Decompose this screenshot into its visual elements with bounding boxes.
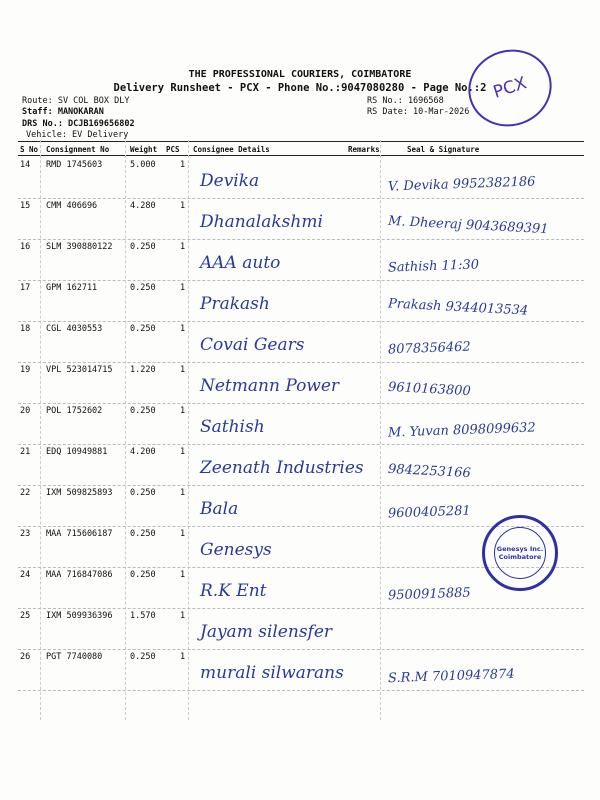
row-pcs: 1: [180, 570, 186, 580]
signature: 9610163800: [387, 379, 472, 400]
signature: 9500915885: [387, 585, 471, 604]
row-weight: 0.250: [130, 570, 156, 580]
row-weight: 4.200: [130, 447, 156, 457]
runsheet-title: Delivery Runsheet - PCX - Phone No.:9047080280 - Page No.:2: [113, 82, 487, 94]
row-weight: 0.250: [130, 529, 156, 539]
row-sno: 14: [20, 160, 31, 170]
signature: S.R.M 7010947874: [387, 666, 515, 687]
row-sno: 16: [20, 242, 31, 252]
staff-label: Staff: MANOKARAN: [22, 107, 104, 117]
rs-no-label: RS No.: 1696568: [367, 96, 444, 106]
row-pcs: 1: [180, 324, 186, 334]
row-weight: 5.000: [130, 160, 156, 170]
header-bottom-rule: [18, 155, 584, 156]
row-pcs: 1: [180, 160, 186, 170]
row-sno: 15: [20, 201, 31, 211]
consignee-handwriting: Zeenath Industries: [200, 458, 364, 478]
header-top-rule: [18, 141, 584, 142]
row-pcs: 1: [180, 652, 186, 662]
consignee-handwriting: Jayam silensfer: [200, 622, 333, 642]
row-consignment: CMM 406696: [46, 201, 98, 211]
signature: V. Devika 9952382186: [387, 174, 536, 195]
signature: M. Dheeraj 9043689391: [387, 213, 549, 238]
consignee-handwriting: Prakash: [200, 294, 270, 314]
row-sno: 23: [20, 529, 31, 539]
row-consignment: RMD 1745603: [46, 160, 103, 170]
genesys-seal: [482, 515, 558, 591]
signature: 9842253166: [387, 461, 472, 482]
col-weight: Weight: [130, 145, 158, 154]
row-sno: 17: [20, 283, 31, 293]
seal-outer-text: Genesys Inc.: [496, 545, 544, 553]
consignee-handwriting: murali silwarans: [200, 663, 344, 683]
signature: Prakash 9344013534: [387, 296, 529, 319]
drs-label: DRS No.: DCJB169656802: [22, 119, 135, 129]
row-weight: 0.250: [130, 488, 156, 498]
consignee-handwriting: Genesys: [200, 540, 272, 560]
pcx-stamp-text: PCX: [490, 73, 530, 103]
col-consignment: Consignment No: [46, 145, 110, 154]
row-consignment: IXM 509936396: [46, 611, 113, 621]
col-seal: Seal & Signature: [407, 145, 480, 154]
signature: M. Yuvan 8098099632: [387, 420, 536, 441]
col-pcs: PCS: [166, 145, 180, 154]
row-weight: 4.280: [130, 201, 156, 211]
consignee-handwriting: Netmann Power: [200, 376, 340, 396]
row-pcs: 1: [180, 529, 186, 539]
row-consignment: EDQ 10949881: [46, 447, 108, 457]
row-weight: 0.250: [130, 242, 156, 252]
row-consignment: IXM 509825893: [46, 488, 113, 498]
row-consignment: CGL 4030553: [46, 324, 103, 334]
signature: Sathish 11:30: [387, 257, 480, 276]
signature: 8078356462: [387, 339, 471, 358]
consignee-handwriting: R.K Ent: [200, 581, 267, 601]
row-weight: 0.250: [130, 283, 156, 293]
consignee-handwriting: Dhanalakshmi: [200, 212, 323, 232]
row-sno: 24: [20, 570, 31, 580]
row-consignment: POL 1752602: [46, 406, 103, 416]
consignee-handwriting: Devika: [200, 171, 260, 191]
consignee-handwriting: AAA auto: [200, 253, 281, 273]
seal-inner-text: Coimbatore: [498, 553, 542, 561]
row-pcs: 1: [180, 611, 186, 621]
row-sno: 26: [20, 652, 31, 662]
row-consignment: VPL 523014715: [46, 365, 113, 375]
row-pcs: 1: [180, 406, 186, 416]
row-consignment: PGT 7740080: [46, 652, 103, 662]
vehicle-label: Vehicle: EV Delivery: [26, 130, 129, 140]
row-sno: 22: [20, 488, 31, 498]
col-consignee: Consignee Details: [193, 145, 270, 154]
row-sno: 25: [20, 611, 31, 621]
route-label: Route: SV COL BOX DLY: [22, 96, 130, 106]
col-sno: S No: [20, 145, 39, 154]
row-sno: 21: [20, 447, 31, 457]
row-weight: 0.250: [130, 324, 156, 334]
company-name: THE PROFESSIONAL COURIERS, COIMBATORE: [188, 69, 412, 80]
consignee-handwriting: Covai Gears: [200, 335, 305, 355]
signature: 9600405281: [387, 503, 471, 522]
pcx-stamp: [458, 39, 561, 137]
consignee-handwriting: Bala: [200, 499, 239, 519]
genesys-seal-inner: [494, 527, 546, 579]
row-consignment: SLM 390880122: [46, 242, 113, 252]
row-pcs: 1: [180, 242, 186, 252]
row-consignment: GPM 162711: [46, 283, 98, 293]
row-sno: 18: [20, 324, 31, 334]
row-pcs: 1: [180, 447, 186, 457]
consignee-handwriting: Sathish: [200, 417, 265, 437]
row-pcs: 1: [180, 201, 186, 211]
row-pcs: 1: [180, 365, 186, 375]
row-weight: 1.220: [130, 365, 156, 375]
row-weight: 1.570: [130, 611, 156, 621]
row-sno: 20: [20, 406, 31, 416]
row-pcs: 1: [180, 488, 186, 498]
row-pcs: 1: [180, 283, 186, 293]
col-remarks: Remarks: [348, 145, 380, 154]
row-consignment: MAA 715606187: [46, 529, 113, 539]
table-row: [18, 239, 584, 281]
rs-date-label: RS Date: 10-Mar-2026: [367, 107, 470, 117]
row-weight: 0.250: [130, 652, 156, 662]
row-sno: 19: [20, 365, 31, 375]
row-consignment: MAA 716847086: [46, 570, 113, 580]
row-weight: 0.250: [130, 406, 156, 416]
